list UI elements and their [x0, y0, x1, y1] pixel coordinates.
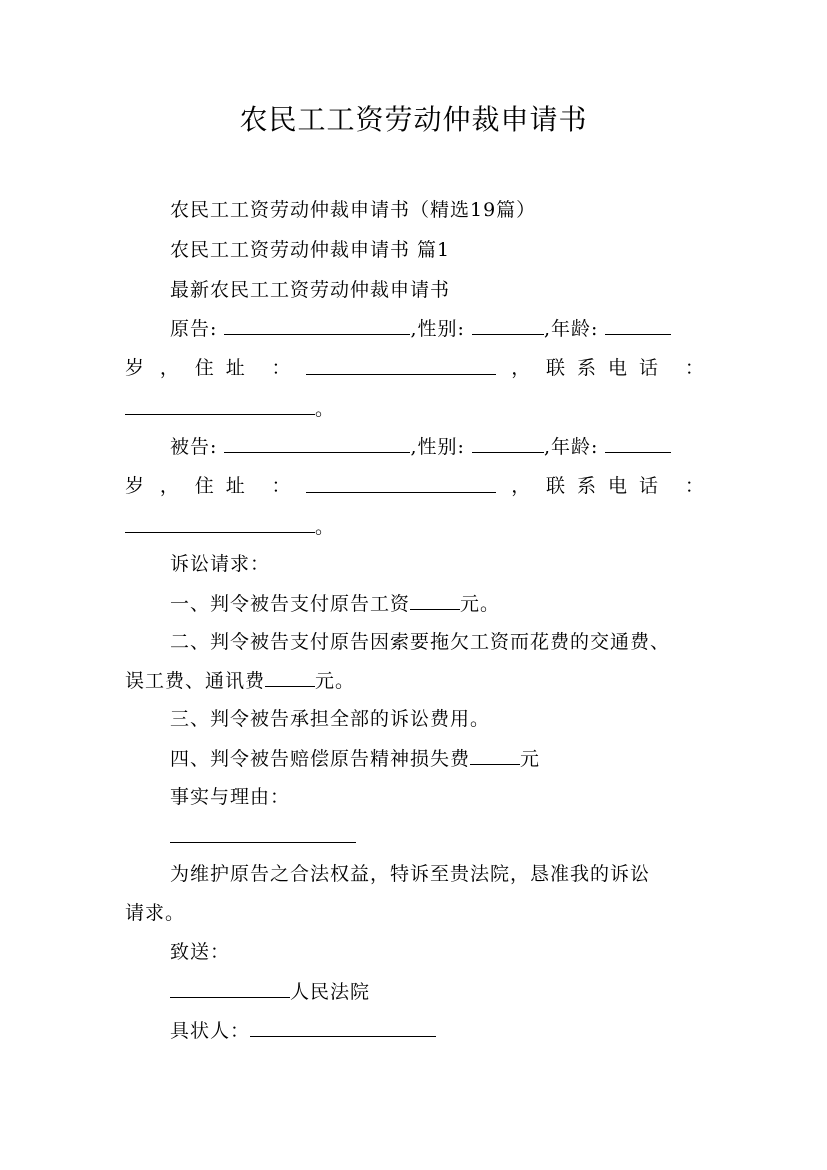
- colon: ：: [271, 475, 292, 497]
- defendant-address-line: [125, 472, 705, 500]
- address-label: 住址: [194, 357, 257, 379]
- to-label: 致送：: [170, 941, 231, 963]
- claim-2-unit: 元。: [315, 670, 356, 692]
- sui-label: 岁: [125, 357, 146, 379]
- claim-2-line-2: [125, 666, 705, 695]
- claim-2-line-1: 二、判令被告支付原告因索要拖欠工资而花费的交通费、: [170, 631, 671, 653]
- defendant-age-label: 年龄:: [551, 436, 599, 458]
- colon: ：: [684, 357, 705, 379]
- colon: ：: [271, 357, 292, 379]
- defendant-address-blank[interactable]: [306, 472, 496, 493]
- defendant-gender-blank[interactable]: [472, 432, 544, 453]
- comma: ，: [159, 357, 180, 379]
- comma: ，: [511, 357, 532, 379]
- separator: ,: [410, 436, 418, 458]
- phone-label: 联系电话: [546, 357, 671, 379]
- phone-label: 联系电话: [546, 475, 671, 497]
- court-line: [170, 977, 705, 1006]
- claim-4-unit: 元: [520, 748, 541, 770]
- separator: ,: [410, 318, 418, 340]
- claim-1: [170, 589, 705, 618]
- claim-1-unit: 元。: [460, 593, 501, 615]
- plaintiff-phone-line: [125, 394, 705, 423]
- plaintiff-address-blank[interactable]: [306, 354, 496, 375]
- sui-label: 岁: [125, 475, 146, 497]
- defendant-age-blank[interactable]: [605, 432, 671, 453]
- address-label: 住址: [194, 475, 257, 497]
- plaintiff-age-blank[interactable]: [605, 314, 671, 335]
- claims-title: 诉讼请求：: [170, 553, 271, 575]
- claim-3: 三、判令被告承担全部的诉讼费用。: [170, 708, 491, 730]
- plaintiff-phone-blank[interactable]: [125, 394, 315, 415]
- court-name-blank[interactable]: [170, 977, 290, 998]
- closing-line-1: 为维护原告之合法权益，特诉至贵法院，恳准我的诉讼: [170, 863, 651, 885]
- claim-2-text: 误工费、通讯费: [125, 670, 266, 692]
- section-heading: 农民工工资劳动仲裁申请书 篇1: [170, 239, 451, 261]
- defendant-line: [170, 432, 705, 461]
- period: 。: [315, 516, 336, 538]
- claim-4-amount-blank[interactable]: [470, 744, 520, 765]
- defendant-phone-blank[interactable]: [125, 512, 315, 533]
- signer-label: 具状人：: [170, 1020, 251, 1042]
- period: 。: [315, 398, 336, 420]
- comma: ，: [511, 475, 532, 497]
- plaintiff-label: 原告:: [170, 318, 218, 340]
- plaintiff-line: [170, 314, 705, 343]
- plaintiff-address-line: [125, 354, 705, 382]
- court-suffix: 人民法院: [290, 981, 371, 1003]
- document-title: 农民工工资劳动仲裁申请书: [239, 103, 588, 136]
- facts-title: 事实与理由：: [170, 786, 291, 808]
- claim-2-amount-blank[interactable]: [265, 666, 315, 687]
- claim-1-amount-blank[interactable]: [410, 589, 460, 610]
- plaintiff-gender-blank[interactable]: [472, 314, 544, 335]
- plaintiff-name-blank[interactable]: [224, 314, 410, 335]
- colon: ：: [684, 475, 705, 497]
- defendant-gender-label: 性别:: [417, 436, 465, 458]
- defendant-name-blank[interactable]: [224, 432, 410, 453]
- separator: ,: [543, 318, 551, 340]
- facts-line: [170, 822, 705, 851]
- separator: ,: [543, 436, 551, 458]
- claim-1-text: 一、判令被告支付原告工资: [170, 593, 411, 615]
- document-heading: 最新农民工工资劳动仲裁申请书: [170, 279, 451, 301]
- subtitle: 农民工工资劳动仲裁申请书（精选19篇）: [170, 199, 537, 221]
- defendant-label: 被告:: [170, 436, 218, 458]
- claim-4-text: 四、判令被告赔偿原告精神损失费: [170, 748, 471, 770]
- claim-4: [170, 744, 705, 773]
- defendant-phone-line: [125, 512, 705, 541]
- signer-blank[interactable]: [250, 1016, 436, 1037]
- signer-line: [170, 1016, 705, 1045]
- facts-blank[interactable]: [170, 822, 356, 843]
- plaintiff-gender-label: 性别:: [417, 318, 465, 340]
- plaintiff-age-label: 年龄:: [551, 318, 599, 340]
- comma: ，: [159, 475, 180, 497]
- closing-line-2: 请求。: [125, 902, 186, 924]
